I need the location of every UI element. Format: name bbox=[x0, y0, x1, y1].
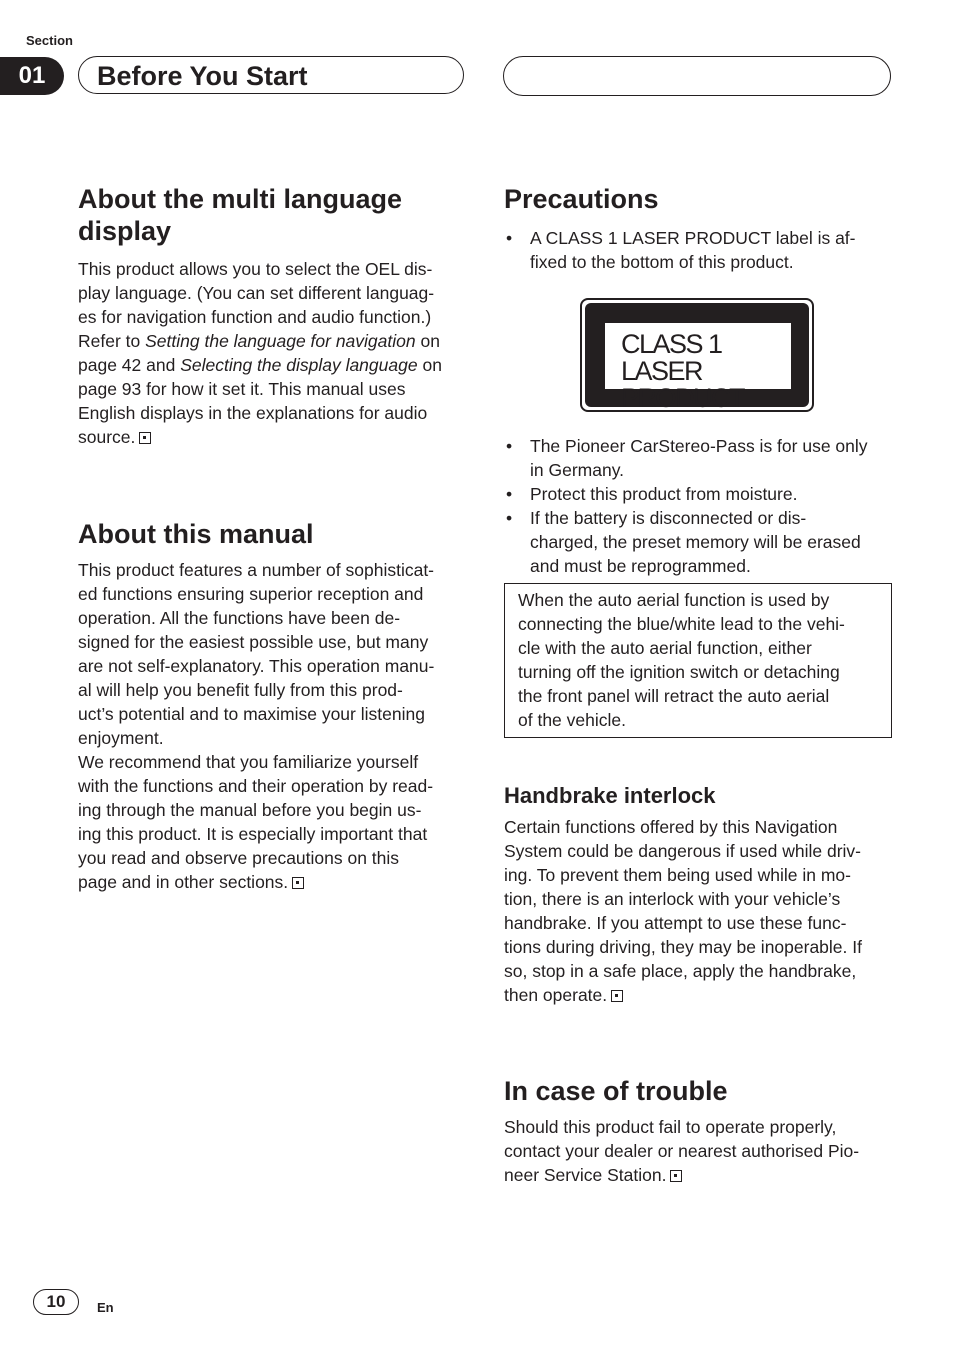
reference-setting-language: Setting the language for navigation bbox=[145, 331, 416, 351]
multi-language-heading: About the multi language display bbox=[78, 184, 402, 246]
laser-label-text: CLASS 1 LASER PRODUCT bbox=[605, 323, 791, 389]
language-code: En bbox=[97, 1300, 114, 1315]
section-title: Before You Start bbox=[97, 61, 308, 91]
laser-product-label bbox=[580, 298, 892, 412]
handbrake-body: Certain functions offered by this Navigation System could be dangerous if used while driv- ing. To prevent them being used while in mo- tion, there is an interlock with your vehicle’s handbrake. If you attempt to use these func- tions during driving, they may be inoperable. If so, stop in a safe place, apply the handbrake, then operate. bbox=[504, 817, 862, 1005]
auto-aerial-notice-box: When the auto aerial function is used by connecting the blue/white lead to the vehi- cle with the auto aerial function, either turning off the ignition switch or detaching the front panel will retract the auto aerial of the vehicle. bbox=[504, 583, 892, 738]
empty-header-box bbox=[503, 56, 891, 96]
end-of-section-icon bbox=[292, 877, 304, 889]
precautions-list-2 bbox=[504, 434, 892, 578]
about-manual-body: This product features a number of sophisticat- ed functions ensuring superior reception and operation. All the functions have been de- signed for the easiest possible use, but many are not self-explanatory. This operation manu- al will help you benefit fully from this prod- uct’s potential and to maximise your listening enjoyment. We recommend that you familiarize yourself with the functions and their operation by read- ing through the manual before you begin us- ing this product. It is especially important that you read and observe precautions on this page and in other sections. bbox=[78, 560, 435, 892]
list-item: • The Pioneer CarStereo-Pass is for use only in Germany. bbox=[504, 434, 892, 482]
left-column bbox=[78, 183, 466, 894]
end-of-section-icon bbox=[670, 1170, 682, 1182]
end-of-section-icon bbox=[611, 990, 623, 1002]
right-column bbox=[504, 183, 892, 1187]
list-item: • Protect this product from moisture. bbox=[504, 482, 892, 506]
end-of-section-icon bbox=[139, 432, 151, 444]
list-item: • A CLASS 1 LASER PRODUCT label is af- fixed to the bottom of this product. bbox=[504, 226, 892, 274]
trouble-body: Should this product fail to operate properly, contact your dealer or nearest authorised Pio- neer Service Station. bbox=[504, 1117, 860, 1185]
about-manual-heading: About this manual bbox=[78, 519, 314, 549]
page-number: 10 bbox=[33, 1289, 79, 1315]
list-item: • If the battery is disconnected or dis- charged, the preset memory will be erased and must be reprogrammed. bbox=[504, 506, 892, 578]
section-label: Section bbox=[26, 33, 73, 48]
multi-language-body: This product allows you to select the OEL dis- play language. (You can set different languag- es for navigation function and audio function.) Refer to Setting the language for navigation on page 42 and Selecting the display language on page 93 for how it set it. This manual uses English displays in the explanations for audio source. bbox=[78, 259, 442, 447]
precautions-list-1 bbox=[504, 226, 892, 274]
trouble-heading: In case of trouble bbox=[504, 1076, 728, 1106]
handbrake-heading: Handbrake interlock bbox=[504, 783, 716, 808]
section-number-badge: 01 bbox=[0, 57, 64, 95]
section-title-box bbox=[78, 56, 464, 94]
reference-display-language: Selecting the display language bbox=[180, 355, 418, 375]
precautions-heading: Precautions bbox=[504, 184, 659, 214]
